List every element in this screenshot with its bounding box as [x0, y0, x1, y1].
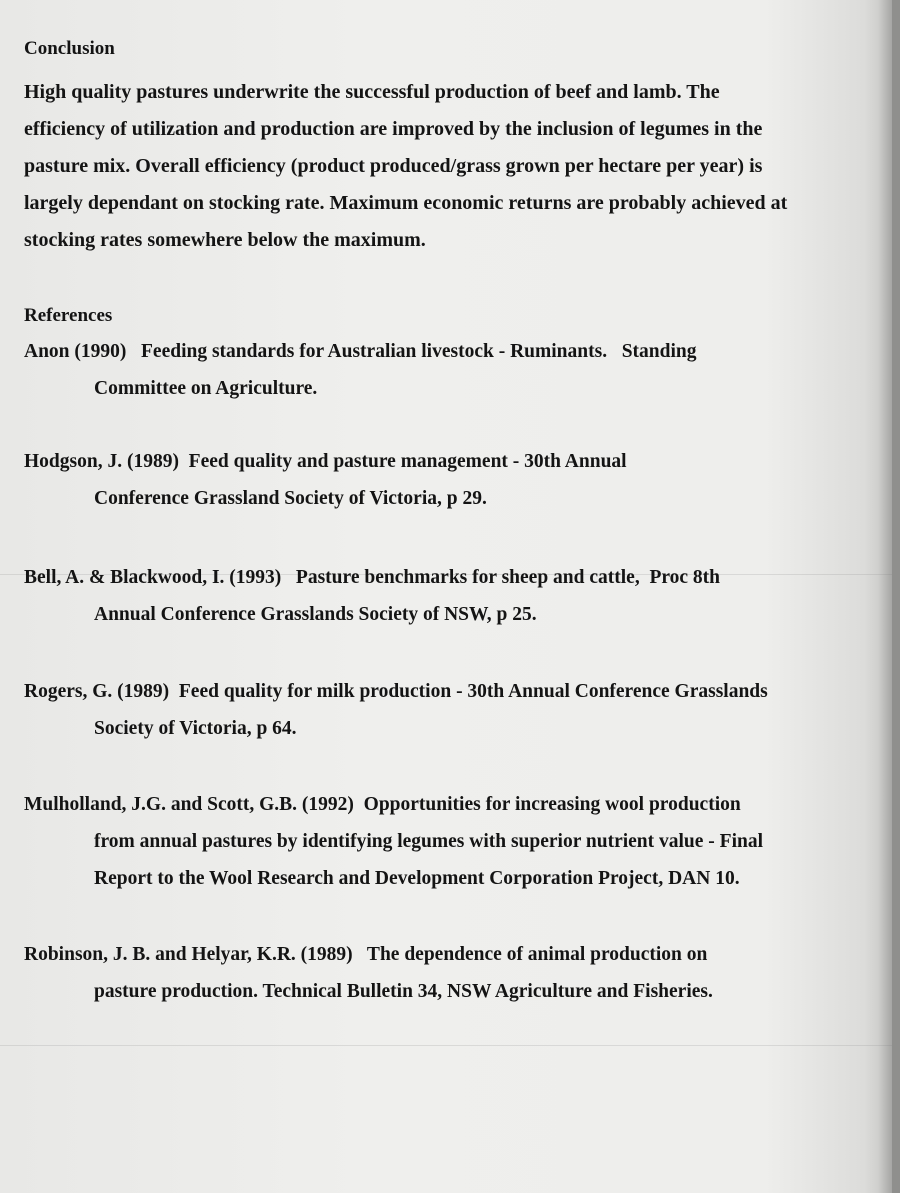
reference-line: Hodgson, J. (1989) Feed quality and pasture management - 30th Annual — [24, 451, 627, 472]
reference-line: Committee on Agriculture. — [94, 378, 318, 399]
scan-border — [892, 0, 900, 1193]
references-heading: References — [24, 305, 113, 326]
text-line: largely dependant on stocking rate. Maximum economic returns are probably achieved at — [24, 192, 788, 214]
reference-line: Bell, A. & Blackwood, I. (1993) Pasture benchmarks for sheep and cattle, Proc 8th — [24, 567, 721, 588]
reference-entry — [24, 333, 860, 407]
reference-line: Anon (1990) Feeding standards for Australian livestock - Ruminants. Standing — [24, 341, 697, 362]
reference-entry — [24, 786, 860, 897]
reference-entry — [24, 443, 860, 517]
reference-line: Mulholland, J.G. and Scott, G.B. (1992) Opportunities for increasing wool production — [24, 794, 741, 815]
reference-entry — [24, 559, 860, 633]
reference-line: Society of Victoria, p 64. — [94, 718, 297, 739]
text-line: pasture mix. Overall efficiency (product produced/grass grown per hectare per year) is — [24, 155, 763, 177]
text-line: High quality pastures underwrite the successful production of beef and lamb. The — [24, 81, 720, 103]
reference-entry — [24, 673, 860, 747]
text-line: efficiency of utilization and production are improved by the inclusion of legumes in the — [24, 118, 763, 140]
reference-line: pasture production. Technical Bulletin 34, NSW Agriculture and Fisheries. — [94, 981, 713, 1002]
text-line: stocking rates somewhere below the maximum. — [24, 229, 426, 251]
reference-line: Annual Conference Grasslands Society of NSW, p 25. — [94, 604, 537, 625]
show-through-line — [0, 1045, 900, 1046]
conclusion-paragraph — [24, 74, 854, 259]
reference-line: Report to the Wool Research and Development Corporation Project, DAN 10. — [94, 868, 740, 889]
reference-line: from annual pastures by identifying legumes with superior nutrient value - Final — [94, 831, 764, 852]
reference-line: Rogers, G. (1989) Feed quality for milk production - 30th Annual Conference Grasslands — [24, 681, 768, 702]
conclusion-heading: Conclusion — [24, 38, 115, 59]
reference-line: Robinson, J. B. and Helyar, K.R. (1989) The dependence of animal production on — [24, 944, 708, 965]
reference-entry — [24, 936, 860, 1010]
reference-line: Conference Grassland Society of Victoria, p 29. — [94, 488, 487, 509]
